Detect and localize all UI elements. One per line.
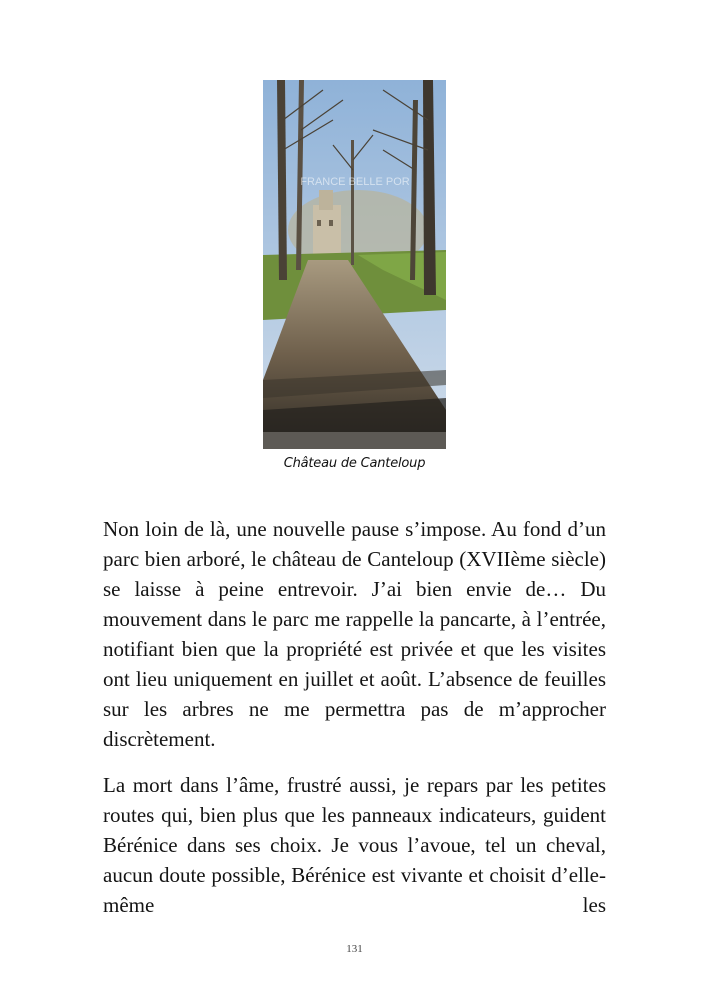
body-text: [103, 514, 606, 920]
figure-caption: Château de Canteloup: [283, 456, 426, 471]
paragraph: La mort dans l’âme, frustré aussi, je repars par les petites routes qui, bien plus que les panneaux indicateurs, guident Bérénice dans ses choix. Je vous l’avoue, tel un cheval, aucun doute possible, Bérénice est vivante et choisit d’elle-même les: [103, 773, 606, 917]
chateau-photo: [263, 80, 446, 449]
watermark-text: FRANCE BELLE POR: [300, 176, 410, 188]
page-number: 131: [346, 943, 363, 955]
paragraph: Non loin de là, une nouvelle pause s’impose. Au fond d’un parc bien arboré, le château de Canteloup (XVIIème siècle) se laisse à peine entrevoir. J’ai bien envie de… Du mouvement dans le parc me rappelle la pancarte, à l’entrée, notifiant bien que la propriété est privée et que les visites ont lieu uniquement en juillet et août. L’absence de feuilles sur les arbres ne me permettra pas de m’approcher discrètement.: [103, 517, 606, 751]
